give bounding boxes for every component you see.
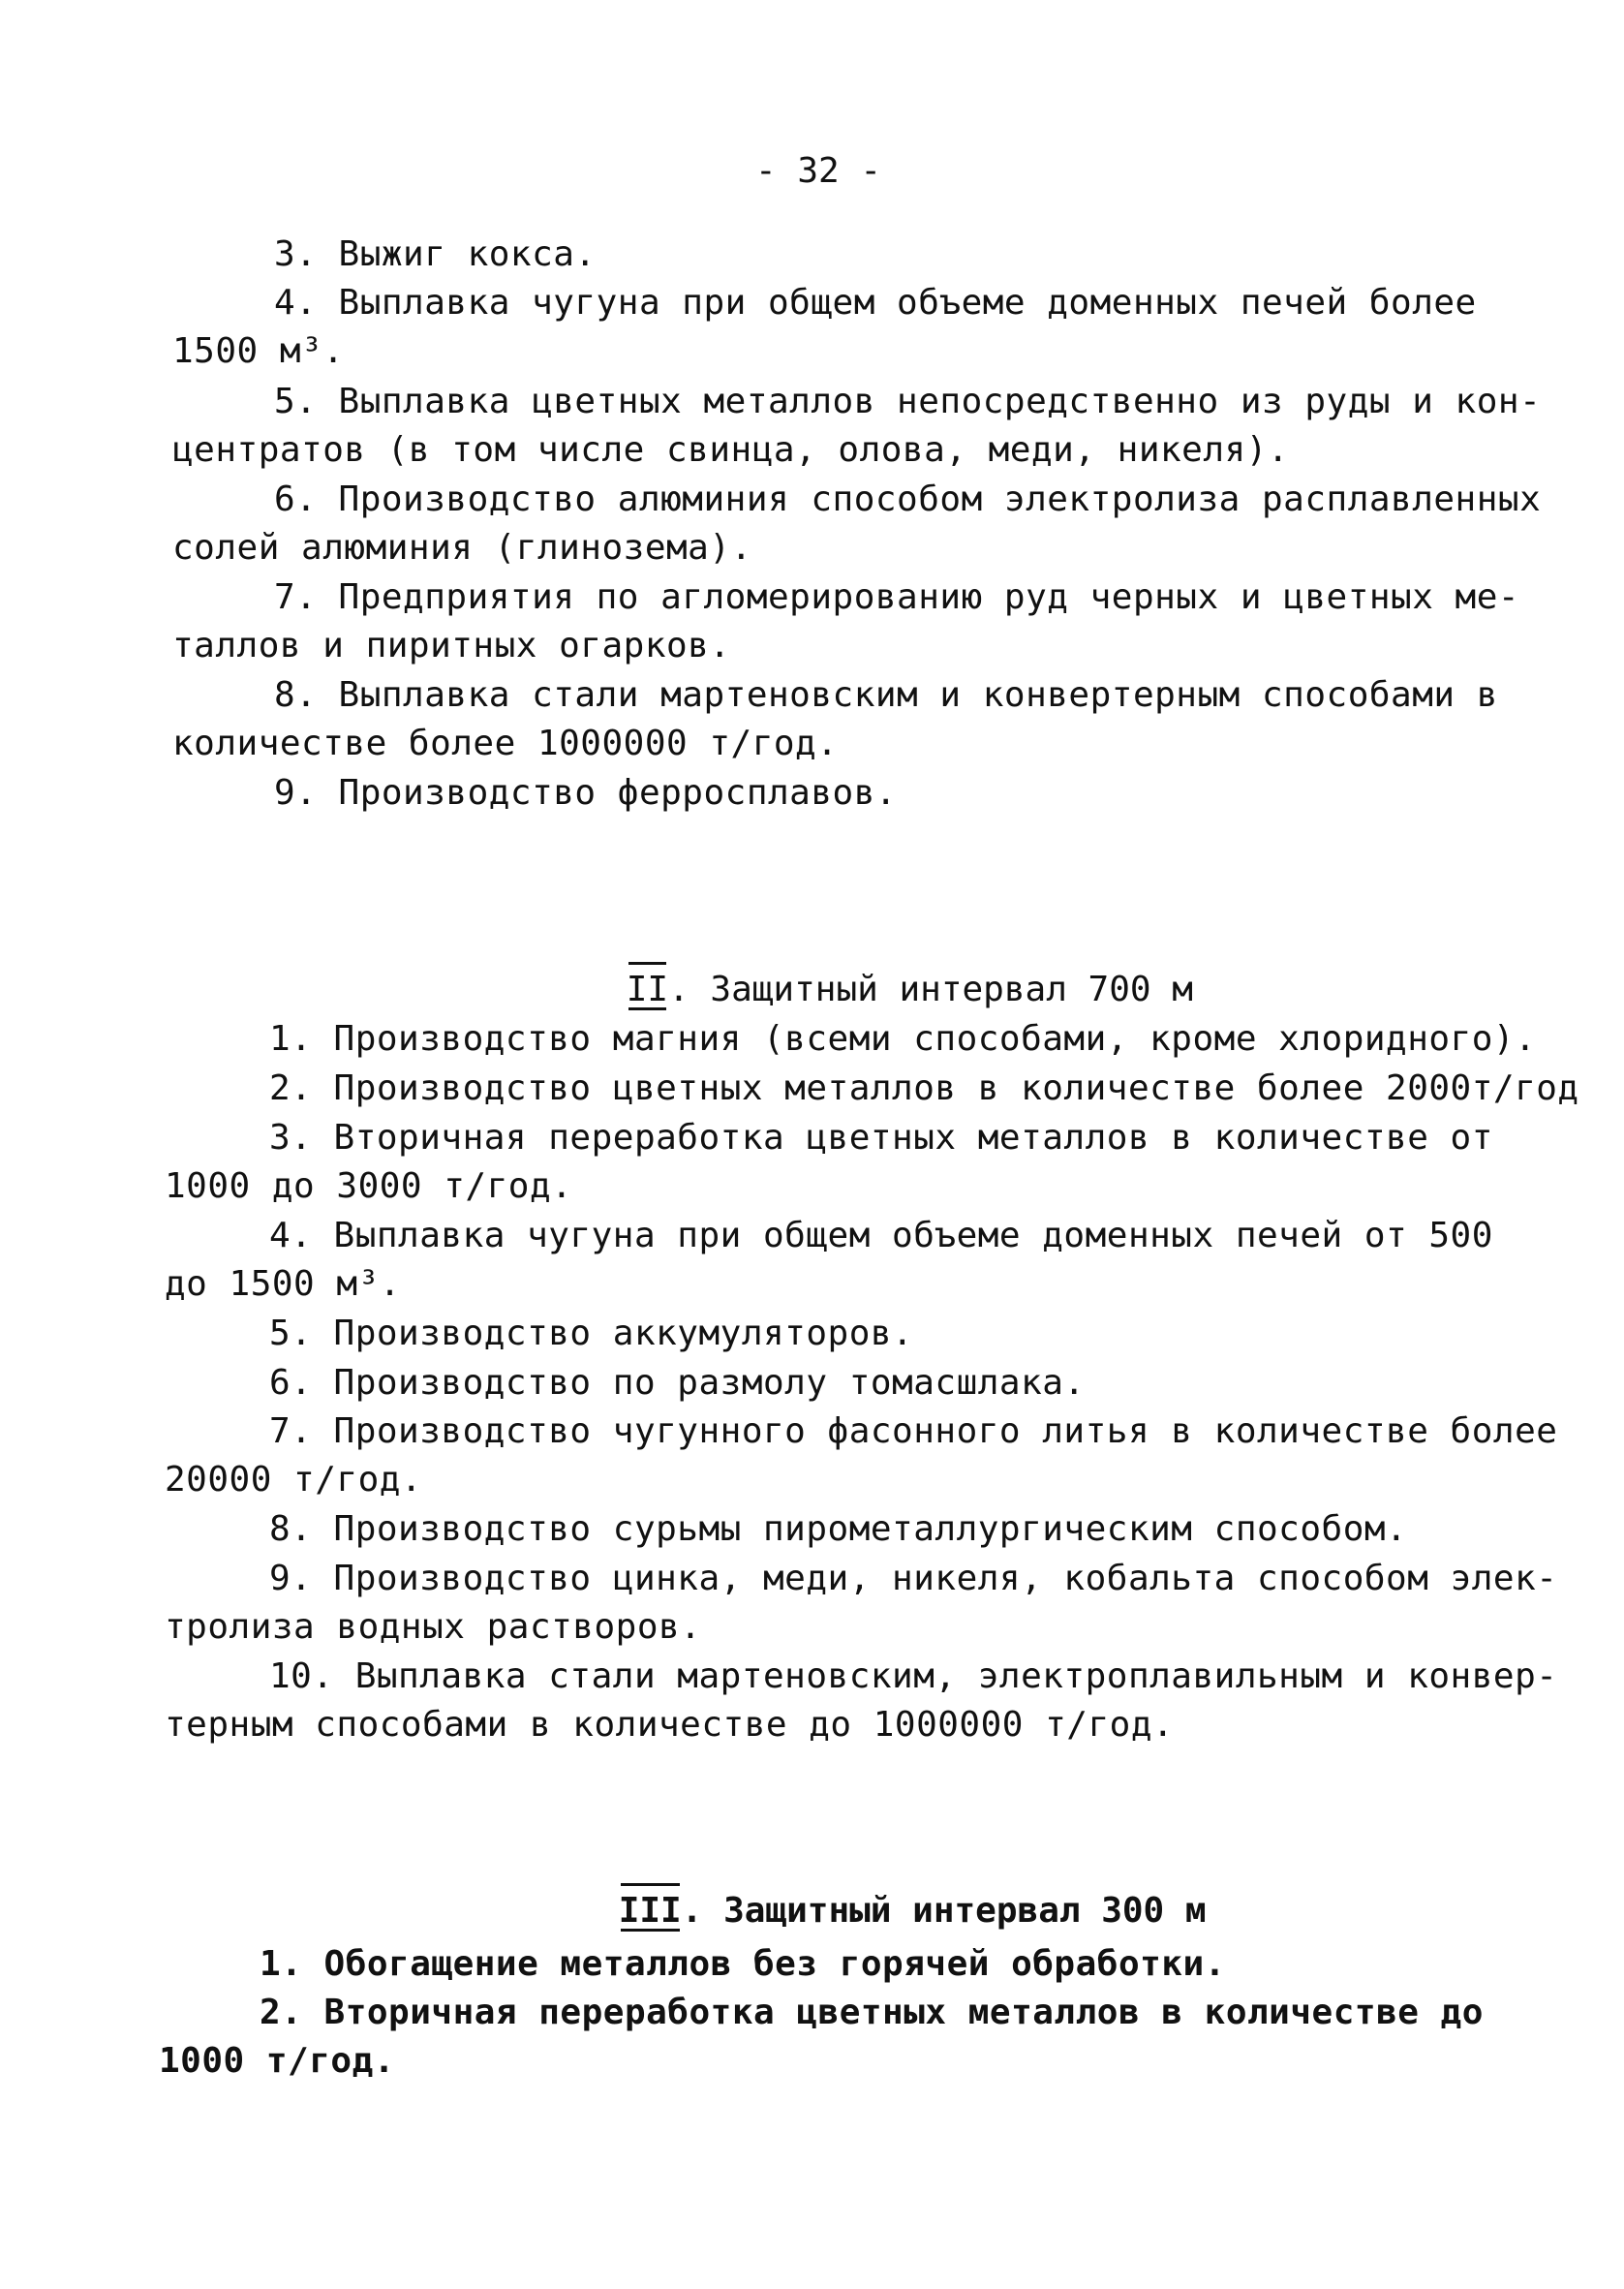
section-title: . Защитный интервал 700 м xyxy=(668,970,1193,1009)
list-item: 4. Выплавка чугуна при общем объеме доменных печей более xyxy=(274,283,1477,323)
list-item-continuation: тролиза водных растворов. xyxy=(165,1607,702,1647)
list-item-continuation: центратов (в том числе свинца, олова, меди, никеля). xyxy=(172,430,1290,470)
list-item: 10. Выплавка стали мартеновским, электроплавильным и конвер- xyxy=(269,1656,1558,1696)
list-item: 3. Вторичная переработка цветных металлов в количестве от xyxy=(269,1118,1493,1158)
list-item-continuation: таллов и пиритных огарков. xyxy=(172,626,731,665)
list-item: 4. Выплавка чугуна при общем объеме доменных печей от 500 xyxy=(269,1216,1493,1255)
list-item-continuation: 20000 т/год. xyxy=(165,1460,423,1500)
list-item-continuation: количестве более 1000000 т/год. xyxy=(172,724,839,763)
list-item: 3. Выжиг кокса. xyxy=(274,234,597,274)
list-item: 2. Производство цветных металлов в количестве более 2000т/год xyxy=(269,1068,1579,1108)
page-number: - 32 - xyxy=(755,151,882,191)
list-item: 6. Производство алюминия способом электролиза расплавленных xyxy=(274,479,1542,519)
roman-numeral: II xyxy=(627,964,668,1014)
list-item: 5. Производство аккумуляторов. xyxy=(269,1314,914,1353)
list-item-continuation: солей алюминия (глинозема). xyxy=(172,528,752,568)
list-item: 8. Производство сурьмы пирометаллургическим способом. xyxy=(269,1509,1408,1549)
section-title: . Защитный интервал 300 м xyxy=(681,1891,1207,1931)
list-item: 9. Производство цинка, меди, никеля, кобальта способом элек- xyxy=(269,1559,1558,1598)
list-item-continuation: терным способами в количестве до 1000000 т/год. xyxy=(165,1705,1175,1745)
list-item: 8. Выплавка стали мартеновским и конвертерным способами в xyxy=(274,675,1498,715)
list-item: 6. Производство по размолу томасшлака. xyxy=(269,1363,1086,1403)
list-item: 5. Выплавка цветных металлов непосредственно из руды и кон- xyxy=(274,382,1542,421)
list-item: 9. Производство ферросплавов. xyxy=(274,773,898,813)
list-item-continuation: 1500 м³. xyxy=(172,331,345,371)
list-item-continuation: 1000 до 3000 т/год. xyxy=(165,1166,573,1206)
list-item: 1. Обогащение металлов без горячей обработки. xyxy=(260,1944,1226,1984)
roman-numeral: III xyxy=(619,1885,682,1935)
list-item: 2. Вторичная переработка цветных металлов в количестве до xyxy=(260,1993,1484,2032)
list-item-continuation: 1000 т/год. xyxy=(159,2041,395,2081)
list-item: 7. Производство чугунного фасонного литья в количестве более xyxy=(269,1411,1558,1451)
list-item: 7. Предприятия по агломерированию руд черных и цветных ме- xyxy=(274,577,1520,617)
list-item-continuation: до 1500 м³. xyxy=(165,1264,401,1304)
list-item: 1. Производство магния (всеми способами, кроме хлоридного). xyxy=(269,1019,1537,1059)
